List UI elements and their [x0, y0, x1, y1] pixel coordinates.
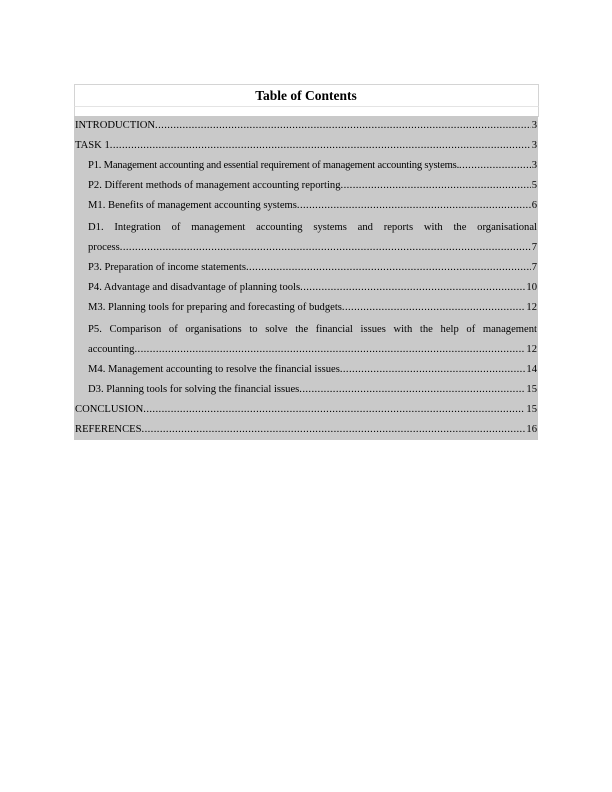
toc-entry-m3[interactable]: [74, 298, 538, 318]
toc-page-number: 15: [526, 404, 537, 415]
toc-entry-introduction[interactable]: [74, 116, 538, 136]
toc-entry-label: INTRODUCTION: [75, 120, 156, 131]
toc-page-number: 6: [531, 200, 537, 211]
toc-dot-leader: [134, 340, 525, 360]
toc-dot-leader: [340, 360, 526, 380]
toc-page-number: 15: [526, 384, 537, 395]
toc-entry-label: P4. Advantage and disadvantage of planning tools: [88, 282, 301, 293]
toc-entry-d1[interactable]: [74, 216, 538, 258]
table-of-contents: [74, 84, 538, 444]
toc-entry-label: D3. Planning tools for solving the financial issues: [88, 384, 300, 395]
toc-page-number: 3: [531, 120, 537, 131]
toc-entry-conclusion[interactable]: [74, 400, 538, 420]
toc-entry-label: M3. Planning tools for preparing and forecasting of budgets: [88, 302, 342, 313]
toc-dot-leader: [299, 380, 525, 400]
toc-entry-references[interactable]: [74, 420, 538, 440]
toc-entry-task-1[interactable]: [74, 136, 538, 156]
toc-title: Table of Contents: [255, 88, 357, 103]
toc-entry-label: P2. Different methods of management accounting reporting: [88, 180, 341, 191]
toc-page-number: 16: [526, 424, 537, 435]
toc-entry-m1[interactable]: [74, 196, 538, 216]
toc-entry-label: REFERENCES: [75, 424, 142, 435]
toc-dot-leader: [120, 238, 531, 258]
toc-page-number: 12: [526, 344, 537, 355]
toc-dot-leader: [300, 278, 525, 298]
toc-entry-label: M1. Benefits of management accounting systems: [88, 200, 297, 211]
toc-entry-label: M4. Management accounting to resolve the financial issues: [88, 364, 340, 375]
toc-entry-p1[interactable]: [74, 156, 538, 176]
toc-entry-label: P5. Comparison of organisations to solve the financial issues with the help of management: [88, 324, 537, 335]
toc-entry-p5[interactable]: [74, 318, 538, 360]
toc-entry-label: P1. Management accounting and essential requirement of management accounting systems.: [88, 160, 460, 171]
toc-page-number: 7: [531, 242, 537, 253]
toc-page-number: 3: [531, 160, 537, 171]
toc-dot-leader: [246, 258, 531, 278]
toc-entry-p4[interactable]: [74, 278, 538, 298]
toc-dot-leader: [143, 400, 525, 420]
toc-entry-label: CONCLUSION: [75, 404, 144, 415]
toc-dot-leader: [110, 136, 531, 156]
toc-entry-p3[interactable]: [74, 258, 538, 278]
toc-page-number: 3: [531, 140, 537, 151]
toc-page-number: 5: [531, 180, 537, 191]
toc-dot-leader: [297, 196, 531, 216]
toc-dot-leader: [459, 156, 531, 176]
toc-page-number: 10: [526, 282, 537, 293]
toc-entry-p2[interactable]: [74, 176, 538, 196]
toc-page-number: 14: [526, 364, 537, 375]
toc-list: [74, 116, 538, 528]
toc-entry-label: P3. Preparation of income statements: [88, 262, 246, 273]
toc-dot-leader: [341, 176, 531, 196]
toc-entry-label-continuation: accounting: [88, 344, 135, 355]
toc-dot-leader: [155, 116, 531, 136]
toc-entry-label-continuation: process: [88, 242, 120, 253]
toc-entry-d3[interactable]: [74, 380, 538, 400]
toc-page-number: 7: [531, 262, 537, 273]
toc-entry-label: D1. Integration of management accounting systems and reports with the organisational: [88, 222, 537, 233]
toc-entry-label: TASK 1: [75, 140, 110, 151]
toc-dot-leader: [342, 298, 526, 318]
toc-dot-leader: [142, 420, 526, 440]
toc-page-number: 12: [526, 302, 537, 313]
toc-entry-m4[interactable]: [74, 360, 538, 380]
